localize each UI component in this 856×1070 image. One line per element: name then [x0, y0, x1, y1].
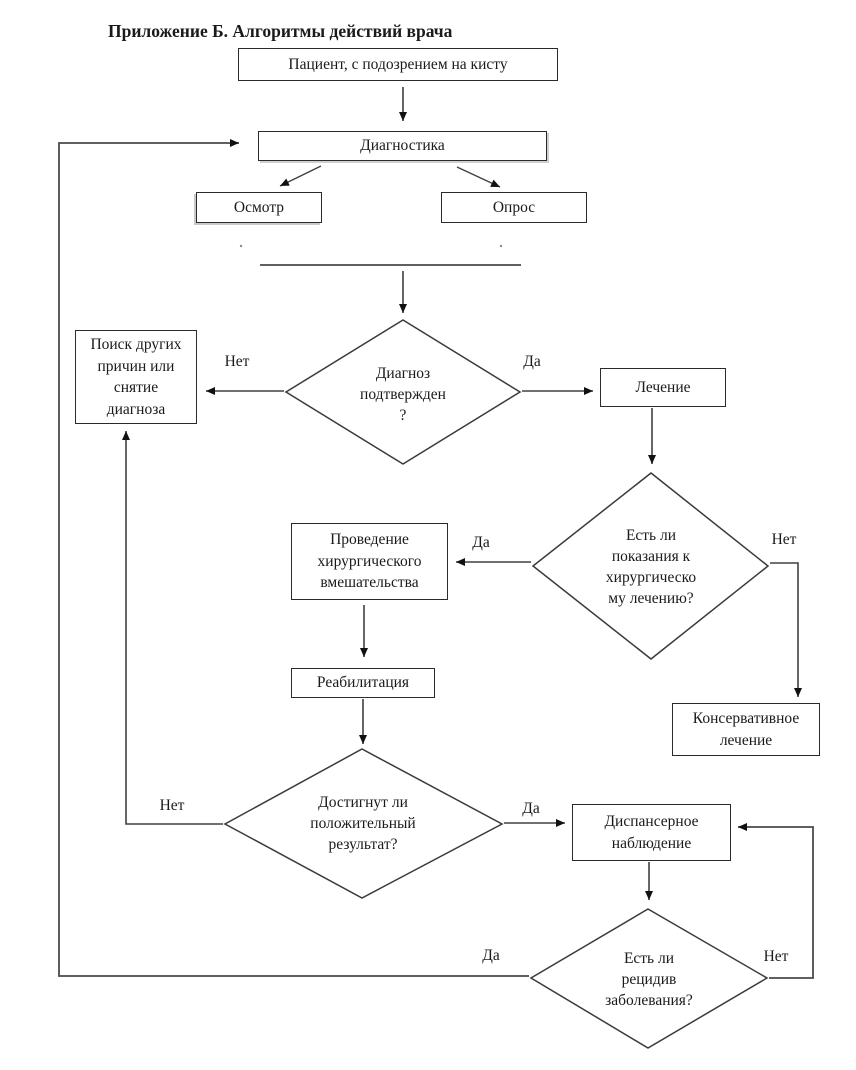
node-conservative-treatment — [672, 703, 820, 756]
node-dispensary — [572, 804, 731, 861]
node-search-other-causes-label: Поиск других причин или снятие диагноза — [90, 336, 182, 418]
edge-label-confirmed-no: Нет — [224, 353, 250, 370]
path-result-no-to-search-other — [126, 431, 223, 824]
node-diagnostics-label: Диагностика — [360, 137, 445, 155]
node-conservative-treatment-label: Консервативное лечение — [692, 710, 800, 749]
edge-label-relapse-yes: Да — [482, 947, 500, 964]
arrow-diagnostics-to-osmotr — [280, 166, 321, 186]
diamond-diagnosis-confirmed-label: Диагноз подтвержден ? — [360, 365, 446, 424]
edge-label-surgery-yes: Да — [472, 534, 490, 551]
node-opros-label: Опрос — [492, 198, 536, 216]
node-diagnostics — [258, 131, 547, 161]
path-surgery-no-to-conservative — [770, 563, 798, 697]
node-rehabilitation — [291, 668, 435, 698]
node-osmotr — [196, 192, 322, 223]
node-treatment — [600, 368, 726, 407]
arrow-diagnostics-to-opros — [457, 167, 500, 187]
edge-label-confirmed-yes: Да — [523, 353, 541, 370]
edge-label-result-yes: Да — [522, 800, 540, 817]
diamond-surgery-indicated-label: Есть ли показания к хирургическо му лечению? — [605, 527, 697, 607]
node-treatment-label: Лечение — [635, 378, 691, 396]
stray-dot-right — [500, 245, 502, 247]
edge-label-surgery-no: Нет — [771, 531, 797, 548]
edge-label-result-no: Нет — [159, 797, 185, 814]
stray-dot-left — [240, 245, 242, 247]
node-opros — [441, 192, 587, 223]
node-osmotr-label: Осмотр — [233, 198, 285, 216]
node-patient-label: Пациент, с подозрением на кисту — [288, 55, 508, 73]
node-surgery — [291, 523, 448, 600]
page-title: Приложение Б. Алгоритмы действий врача — [108, 21, 453, 41]
diamond-relapse-label: Есть ли рецидив заболевания? — [605, 950, 693, 1009]
node-search-other-causes — [75, 330, 197, 424]
node-surgery-label: Проведение хирургического вмешательства — [317, 531, 422, 592]
edge-label-relapse-no: Нет — [763, 948, 789, 965]
diamond-positive-result-label: Достигнут ли положительный результат? — [310, 794, 416, 853]
node-patient — [238, 48, 558, 81]
node-rehabilitation-label: Реабилитация — [316, 674, 410, 692]
node-dispensary-label: Диспансерное наблюдение — [604, 813, 699, 852]
